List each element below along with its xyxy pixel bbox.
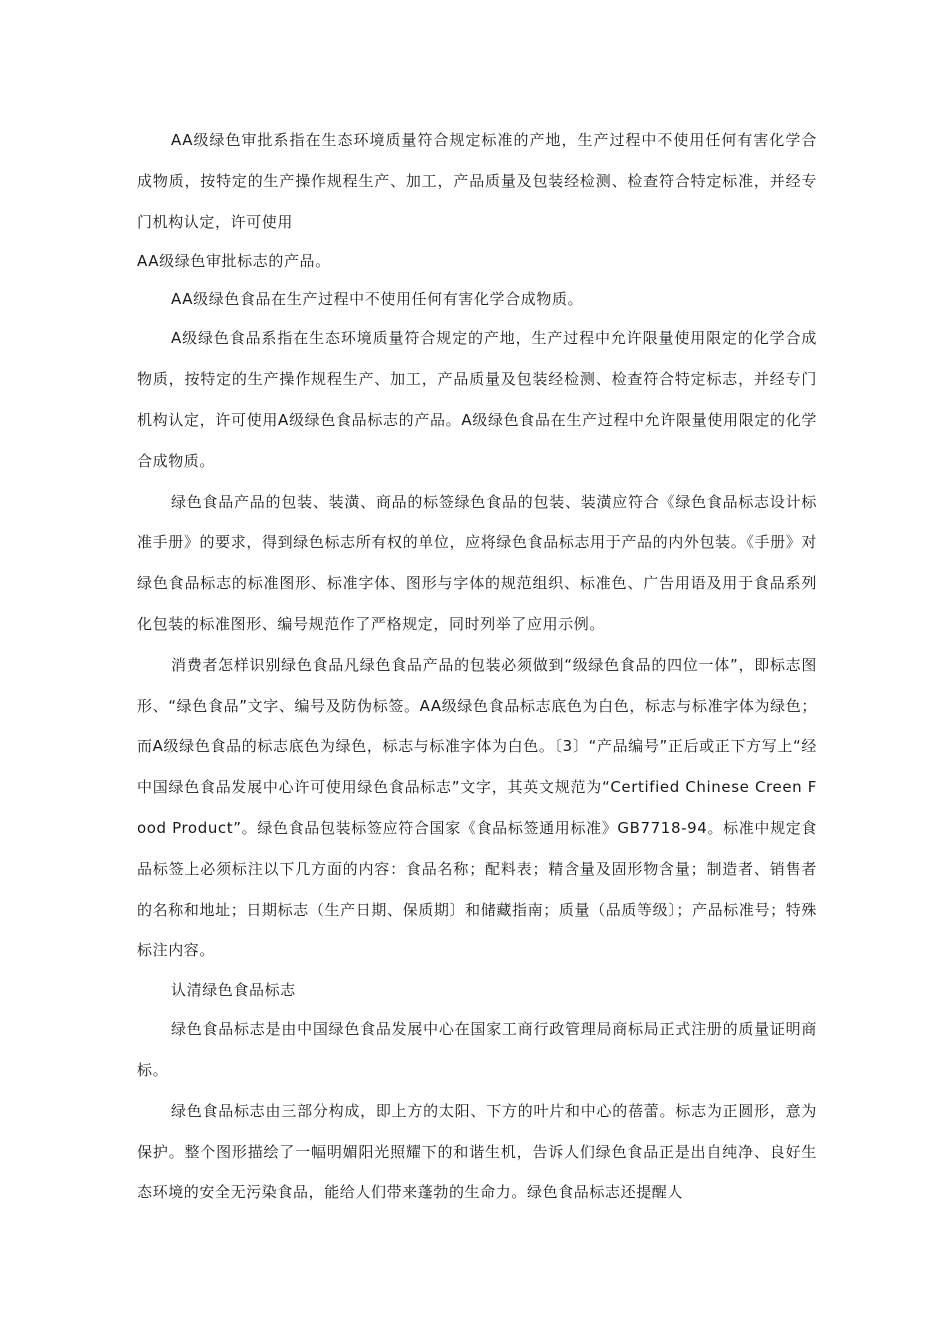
paragraph-logo-composition: 绿色食品标志由三部分构成，即上方的太阳、下方的叶片和中心的蓓蕾。标志为正圆形，意为保护。整个图形描绘了一幅明媚阳光照耀下的和谐生机，告诉人们绿色食品正是出自纯净、良好生态环境的安全无污染食品，能给人们带来蓬勃的生命力。绿色食品标志还提醒人	[137, 1101, 817, 1202]
paragraph-heading-recognize-logo: 认清绿色食品标志	[171, 981, 296, 1000]
paragraph-packaging: 绿色食品产品的包装、装潢、商品的标签绿色食品的包装、装潢应符合《绿色食品标志设计标准手册》的要求，得到绿色标志所有权的单位，应将绿色食品标志用于产品的内外包装。《手册》对绿色食品标志的标准图形、标准字体、图形与字体的规范组织、标准色、广告用语及用于食品系列化包装的标准图形、编号规范作了严格规定，同时列举了应用示例。	[137, 492, 817, 633]
paragraph-aa-production: AA级绿色食品在生产过程中不使用任何有害化学合成物质。	[171, 290, 584, 309]
paragraph-aa-definition: AA级绿色审批系指在生态环境质量符合规定标准的产地，生产过程中不使用任何有害化学合成物质，按特定的生产操作规程生产、加工，产品质量及包装经检测、检查符合特定标准，并经专门机构认定，许可使用	[137, 131, 817, 231]
paragraph-logo-registration: 绿色食品标志是由中国绿色食品发展中心在国家工商行政管理局商标局正式注册的质量证明商标。	[137, 1020, 817, 1079]
paragraph-consumer-identification: 消费者怎样识别绿色食品凡绿色食品产品的包装必须做到“级绿色食品的四位一体”，即标志图形、“绿色食品”文字、编号及防伪标签。AA级绿色食品标志底色为白色，标志与标准字体为绿色；而A级绿色食品的标志底色为绿色，标志与标准字体为白色。〔3〕“产品编号”正后或正下方写上“经中国绿色食品发展中心许可使用绿色食品标志”文字，其英文规范为“Certified Chinese Creen Food Product”。绿色食品包装标签应符合国家《食品标签通用标准》GB7718-94。标准中规定食品标签上必须标注以下几方面的内容：食品名称；配料表；精含量及固形物含量；制造者、销售者的名称和地址；日期标志（生产日期、保质期〕和储藏指南；质量（品质等级〕；产品标准号；特殊标注内容。	[137, 655, 817, 960]
paragraph-a-definition: A级绿色食品系指在生态环境质量符合规定的产地，生产过程中允许限量使用限定的化学合成物质，按特定的生产操作规程生产、加工，产品质量及包装经检测、检查符合特定标志，并经专门机构认定，许可使用A级绿色食品标志的产品。A级绿色食品在生产过程中允许限量使用限定的化学合成物质。	[137, 329, 817, 470]
document-page	[137, 120, 817, 1213]
paragraph-aa-definition-continued: AA级绿色审批标志的产品。	[137, 252, 331, 271]
